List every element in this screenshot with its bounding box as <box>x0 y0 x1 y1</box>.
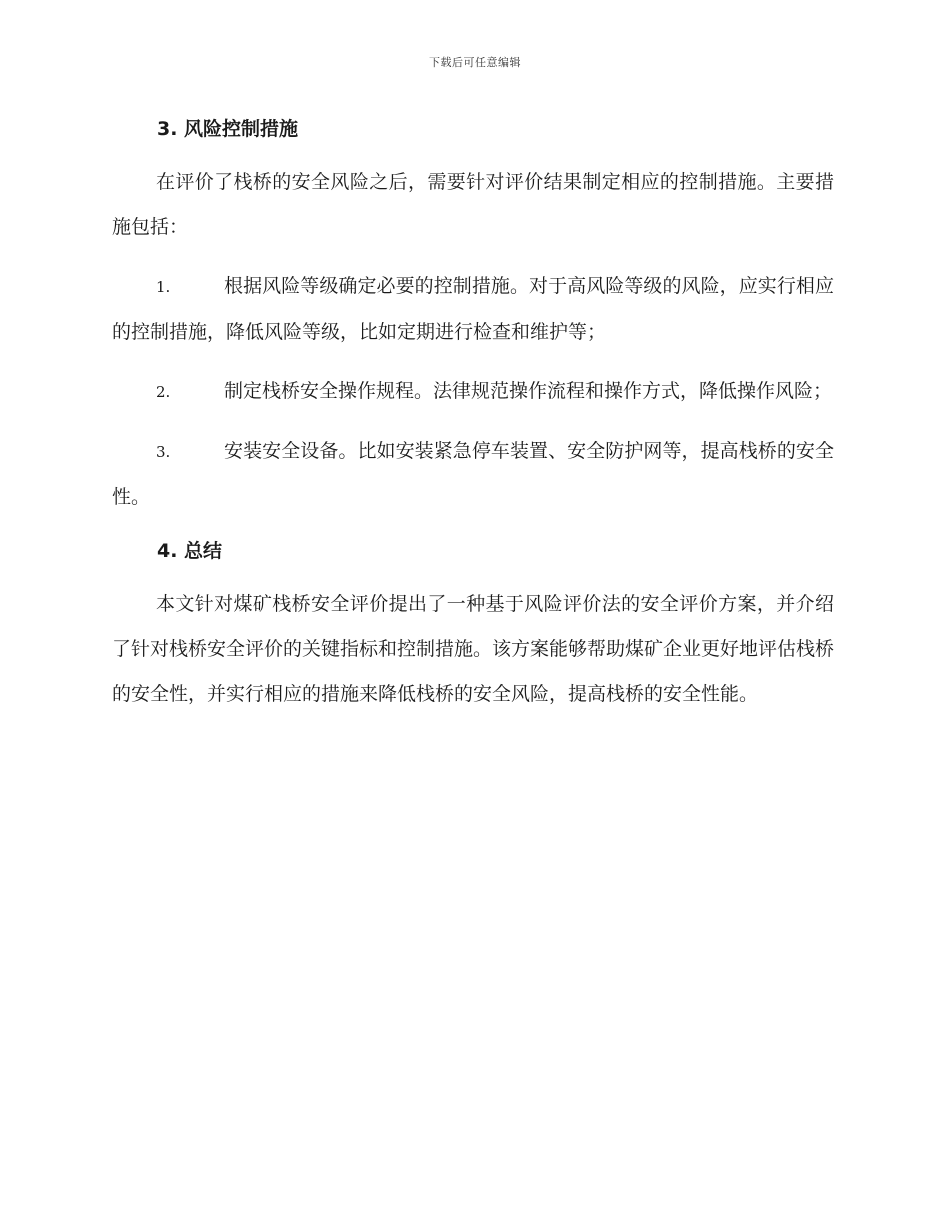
list-item <box>112 369 834 415</box>
list-item-number: 3. <box>156 443 171 461</box>
section-4-body: 本文针对煤矿栈桥安全评价提出了一种基于风险评价法的安全评价方案，并介绍了针对栈桥安全评价的关键指标和控制措施。该方案能够帮助煤矿企业更好地评估栈桥的安全性，并实行相应的措施来降低栈桥的安全风险，提高栈桥的安全性能。 <box>112 593 835 705</box>
list-item-text: 制定栈桥安全操作规程。法律规范操作流程和操作方式，降低操作风险； <box>224 380 833 402</box>
section-3-intro: 在评价了栈桥的安全风险之后，需要针对评价结果制定相应的控制措施。主要措施包括： <box>112 171 834 238</box>
list-item-text: 根据风险等级确定必要的控制措施。对于高风险等级的风险，应实行相应的控制措施，降低风险等级，比如定期进行检查和维护等； <box>112 275 834 343</box>
section-4-heading: 4. 总结 <box>157 540 223 562</box>
document-body <box>112 110 834 717</box>
list-item-text: 安装安全设备。比如安装紧急停车装置、安全防护网等，提高栈桥的安全性。 <box>112 440 834 508</box>
list-item <box>112 264 834 355</box>
list-item-number: 2. <box>156 383 171 401</box>
page-header-note: 下载后可任意编辑 <box>429 56 521 69</box>
list-item <box>112 429 834 520</box>
list-item-number: 1. <box>156 278 171 296</box>
section-3-heading: 3. 风险控制措施 <box>157 118 299 140</box>
